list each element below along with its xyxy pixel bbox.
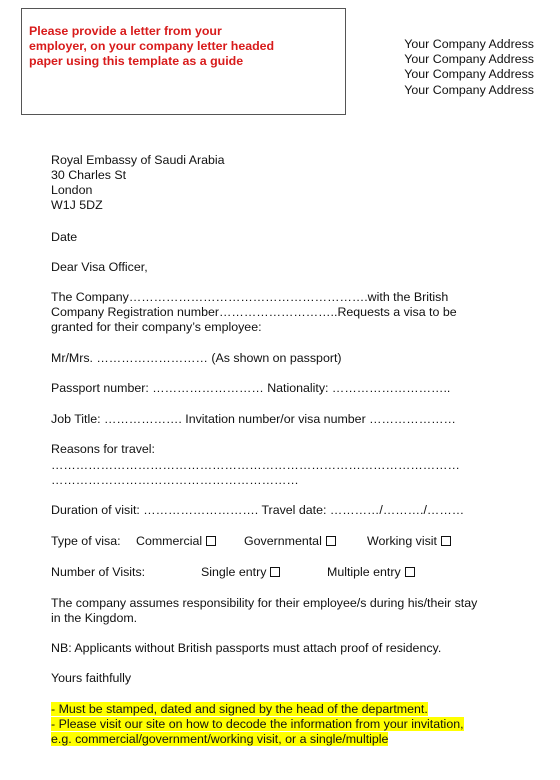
closing: Yours faithfully [51, 671, 132, 685]
visa-type-governmental-label: Governmental [244, 534, 322, 548]
checkbox-icon [441, 536, 451, 546]
visits-multiple-label: Multiple entry [327, 565, 401, 579]
recipient-line: 30 Charles St [51, 168, 127, 182]
visa-type-label: Type of visa: [51, 534, 121, 548]
instruction-text [29, 24, 319, 69]
job-field: Job Title: ………………. Invitation number/or visa number ………………… [51, 412, 456, 426]
highlighted-notes [51, 702, 464, 747]
reasons-line-2: …………………………………………………… [51, 473, 299, 487]
note-line-1: - Must be stamped, dated and signed by the head of the department. [51, 702, 428, 716]
checkbox-icon [405, 567, 415, 577]
intro-paragraph [51, 290, 457, 335]
intro-line-1: The Company………………………………………………….with the British [51, 290, 449, 304]
checkbox-icon [326, 536, 336, 546]
instruction-line-2: employer, on your company letter headed [29, 39, 275, 53]
name-field: Mr/Mrs. ……………………… (As shown on passport) [51, 351, 342, 365]
responsibility-line-2: in the Kingdom. [51, 611, 138, 625]
passport-field: Passport number: ……………………… Nationality: ……………………….. [51, 381, 451, 395]
company-address [404, 37, 534, 98]
visa-type-working-label: Working visit [367, 534, 437, 548]
checkbox-icon [206, 536, 216, 546]
note-line-2: - Please visit our site on how to decode the information from your invitation, [51, 717, 464, 731]
responsibility-line-1: The company assumes responsibility for their employee/s during his/their stay [51, 596, 478, 610]
company-address-line: Your Company Address [404, 67, 534, 82]
visa-type-commercial [136, 534, 216, 549]
intro-line-2: Company Registration number………………………..Requests a visa to be [51, 305, 457, 319]
responsibility-paragraph [51, 596, 477, 626]
visits-multiple [327, 565, 415, 580]
intro-line-3: granted for their company’s employee: [51, 320, 262, 334]
visa-type-working [367, 534, 451, 549]
checkbox-icon [270, 567, 280, 577]
instruction-line-1: Please provide a letter from your [29, 24, 222, 38]
company-address-line: Your Company Address [404, 52, 534, 67]
visa-type-commercial-label: Commercial [136, 534, 203, 548]
visits-label: Number of Visits: [51, 565, 146, 579]
instruction-line-3: paper using this template as a guide [29, 54, 244, 68]
recipient-line: W1J 5DZ [51, 198, 103, 212]
recipient-line: London [51, 183, 93, 197]
recipient-line: Royal Embassy of Saudi Arabia [51, 153, 225, 167]
salutation: Dear Visa Officer, [51, 260, 148, 274]
duration-field: Duration of visit: ………………………. Travel date: …………/………./……… [51, 503, 465, 517]
date-label: Date [51, 230, 78, 244]
visa-type-governmental [244, 534, 336, 549]
visits-single-label: Single entry [201, 565, 267, 579]
recipient-address [51, 153, 225, 213]
company-address-line: Your Company Address [404, 82, 534, 97]
reasons-line-1: ……………………………………………………………………………………… [51, 458, 460, 472]
company-address-line: Your Company Address [404, 37, 534, 51]
nb-note: NB: Applicants without British passports must attach proof of residency. [51, 641, 442, 655]
visits-single [201, 565, 280, 580]
reasons-label: Reasons for travel: [51, 442, 155, 456]
note-line-3: e.g. commercial/government/working visit, or a single/multiple [51, 732, 389, 746]
